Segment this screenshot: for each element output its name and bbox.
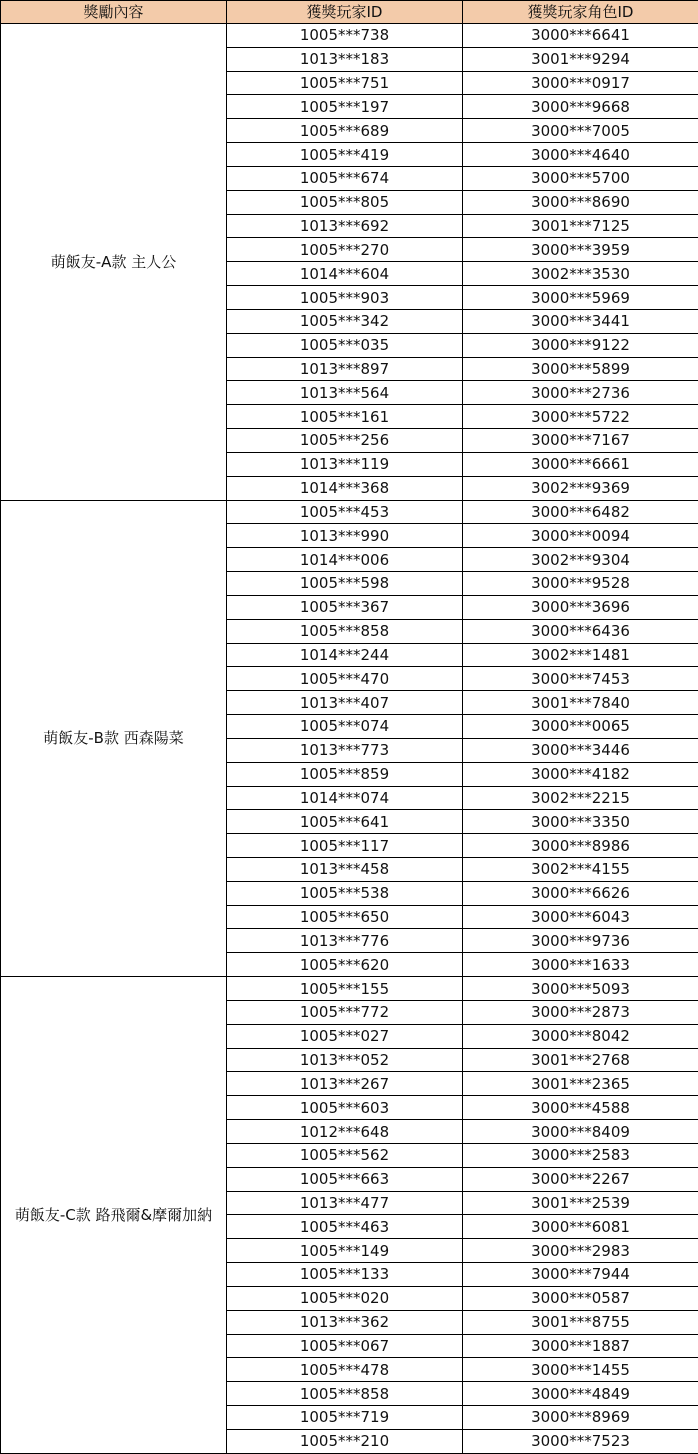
role-id-cell: 3002***3530: [463, 262, 698, 286]
player-id-cell: 1005***133: [227, 1263, 463, 1287]
role-id-cell: 3000***5899: [463, 357, 698, 381]
role-id-cell: 3000***8042: [463, 1024, 698, 1048]
player-id-cell: 1005***478: [227, 1358, 463, 1382]
player-id-cell: 1005***419: [227, 143, 463, 167]
player-id-cell: 1005***562: [227, 1143, 463, 1167]
role-id-cell: 3001***2365: [463, 1072, 698, 1096]
player-id-cell: 1005***663: [227, 1167, 463, 1191]
role-id-cell: 3001***7125: [463, 214, 698, 238]
role-id-cell: 3000***6661: [463, 452, 698, 476]
player-id-cell: 1005***270: [227, 238, 463, 262]
player-id-cell: 1005***256: [227, 429, 463, 453]
role-id-cell: 3000***1887: [463, 1334, 698, 1358]
role-id-cell: 3000***2583: [463, 1143, 698, 1167]
role-id-cell: 3000***9122: [463, 333, 698, 357]
player-id-cell: 1005***538: [227, 881, 463, 905]
role-id-cell: 3000***5722: [463, 405, 698, 429]
table-row: [1, 24, 698, 48]
role-id-cell: 3000***6641: [463, 24, 698, 48]
role-id-cell: 3000***0065: [463, 715, 698, 739]
player-id-cell: 1005***603: [227, 1096, 463, 1120]
table-body: [1, 24, 698, 1454]
player-id-cell: 1005***751: [227, 71, 463, 95]
role-id-cell: 3001***8755: [463, 1310, 698, 1334]
role-id-cell: 3000***2267: [463, 1167, 698, 1191]
role-id-cell: 3000***8969: [463, 1406, 698, 1430]
player-id-cell: 1005***641: [227, 810, 463, 834]
player-id-cell: 1005***858: [227, 619, 463, 643]
role-id-cell: 3000***3696: [463, 595, 698, 619]
role-id-cell: 3000***8690: [463, 190, 698, 214]
role-id-cell: 3000***7005: [463, 119, 698, 143]
role-id-cell: 3000***7167: [463, 429, 698, 453]
role-id-cell: 3001***2539: [463, 1191, 698, 1215]
player-id-cell: 1005***342: [227, 309, 463, 333]
role-id-cell: 3000***8986: [463, 834, 698, 858]
table-row: [1, 500, 698, 524]
player-id-cell: 1005***155: [227, 977, 463, 1001]
role-id-cell: 3000***7523: [463, 1429, 698, 1453]
role-id-cell: 3000***9668: [463, 95, 698, 119]
role-id-cell: 3000***6626: [463, 881, 698, 905]
player-id-cell: 1005***859: [227, 762, 463, 786]
role-id-cell: 3000***1455: [463, 1358, 698, 1382]
player-id-cell: 1005***197: [227, 95, 463, 119]
role-id-cell: 3000***2873: [463, 1000, 698, 1024]
role-id-cell: 3000***6436: [463, 619, 698, 643]
player-id-cell: 1014***604: [227, 262, 463, 286]
player-id-cell: 1005***598: [227, 572, 463, 596]
player-id-cell: 1005***620: [227, 953, 463, 977]
player-id-cell: 1013***692: [227, 214, 463, 238]
player-id-cell: 1013***773: [227, 738, 463, 762]
player-id-cell: 1014***074: [227, 786, 463, 810]
table-header: [1, 1, 698, 24]
player-id-cell: 1005***367: [227, 595, 463, 619]
player-id-cell: 1005***738: [227, 24, 463, 48]
role-id-cell: 3000***0094: [463, 524, 698, 548]
reward-cell: 萌飯友-B款 西森陽菜: [1, 500, 227, 977]
player-id-cell: 1014***006: [227, 548, 463, 572]
header-row: [1, 1, 698, 24]
role-id-cell: 3000***9528: [463, 572, 698, 596]
player-id-cell: 1013***267: [227, 1072, 463, 1096]
role-id-cell: 3000***6081: [463, 1215, 698, 1239]
player-id-cell: 1005***858: [227, 1382, 463, 1406]
player-id-cell: 1013***183: [227, 47, 463, 71]
table-row: [1, 977, 698, 1001]
role-id-cell: 3001***9294: [463, 47, 698, 71]
role-id-cell: 3001***7840: [463, 691, 698, 715]
role-id-cell: 3000***5700: [463, 166, 698, 190]
role-id-cell: 3000***1633: [463, 953, 698, 977]
role-id-cell: 3000***3350: [463, 810, 698, 834]
player-id-cell: 1005***161: [227, 405, 463, 429]
player-id-cell: 1005***772: [227, 1000, 463, 1024]
role-id-cell: 3000***6482: [463, 500, 698, 524]
player-id-cell: 1005***210: [227, 1429, 463, 1453]
role-id-cell: 3000***4849: [463, 1382, 698, 1406]
role-id-cell: 3000***8409: [463, 1120, 698, 1144]
role-id-cell: 3000***0587: [463, 1286, 698, 1310]
role-id-cell: 3000***7944: [463, 1263, 698, 1287]
header-reward: 獎勵內容: [1, 1, 227, 24]
player-id-cell: 1005***650: [227, 905, 463, 929]
player-id-cell: 1005***074: [227, 715, 463, 739]
reward-cell: 萌飯友-C款 路飛爾&摩爾加納: [1, 977, 227, 1454]
player-id-cell: 1013***362: [227, 1310, 463, 1334]
player-id-cell: 1005***689: [227, 119, 463, 143]
player-id-cell: 1005***903: [227, 286, 463, 310]
player-id-cell: 1005***470: [227, 667, 463, 691]
player-id-cell: 1005***453: [227, 500, 463, 524]
player-id-cell: 1013***990: [227, 524, 463, 548]
player-id-cell: 1013***897: [227, 357, 463, 381]
player-id-cell: 1014***244: [227, 643, 463, 667]
player-id-cell: 1005***117: [227, 834, 463, 858]
player-id-cell: 1013***458: [227, 857, 463, 881]
role-id-cell: 3000***4588: [463, 1096, 698, 1120]
player-id-cell: 1013***119: [227, 452, 463, 476]
role-id-cell: 3000***3959: [463, 238, 698, 262]
role-id-cell: 3001***2768: [463, 1048, 698, 1072]
role-id-cell: 3002***1481: [463, 643, 698, 667]
player-id-cell: 1013***776: [227, 929, 463, 953]
player-id-cell: 1005***463: [227, 1215, 463, 1239]
role-id-cell: 3002***9304: [463, 548, 698, 572]
reward-cell: 萌飯友-A款 主人公: [1, 24, 227, 501]
player-id-cell: 1005***674: [227, 166, 463, 190]
player-id-cell: 1005***149: [227, 1239, 463, 1263]
role-id-cell: 3000***7453: [463, 667, 698, 691]
player-id-cell: 1005***067: [227, 1334, 463, 1358]
player-id-cell: 1014***368: [227, 476, 463, 500]
player-id-cell: 1005***020: [227, 1286, 463, 1310]
role-id-cell: 3002***2215: [463, 786, 698, 810]
player-id-cell: 1005***805: [227, 190, 463, 214]
player-id-cell: 1005***027: [227, 1024, 463, 1048]
player-id-cell: 1013***477: [227, 1191, 463, 1215]
role-id-cell: 3000***6043: [463, 905, 698, 929]
role-id-cell: 3002***4155: [463, 857, 698, 881]
header-player-id: 獲獎玩家ID: [227, 1, 463, 24]
role-id-cell: 3000***4640: [463, 143, 698, 167]
player-id-cell: 1005***719: [227, 1406, 463, 1430]
player-id-cell: 1013***564: [227, 381, 463, 405]
role-id-cell: 3000***5093: [463, 977, 698, 1001]
role-id-cell: 3000***3446: [463, 738, 698, 762]
header-role-id: 獲獎玩家角色ID: [463, 1, 698, 24]
player-id-cell: 1005***035: [227, 333, 463, 357]
role-id-cell: 3002***9369: [463, 476, 698, 500]
role-id-cell: 3000***2736: [463, 381, 698, 405]
role-id-cell: 3000***2983: [463, 1239, 698, 1263]
player-id-cell: 1013***052: [227, 1048, 463, 1072]
player-id-cell: 1012***648: [227, 1120, 463, 1144]
player-id-cell: 1013***407: [227, 691, 463, 715]
role-id-cell: 3000***0917: [463, 71, 698, 95]
role-id-cell: 3000***9736: [463, 929, 698, 953]
role-id-cell: 3000***3441: [463, 309, 698, 333]
role-id-cell: 3000***4182: [463, 762, 698, 786]
role-id-cell: 3000***5969: [463, 286, 698, 310]
